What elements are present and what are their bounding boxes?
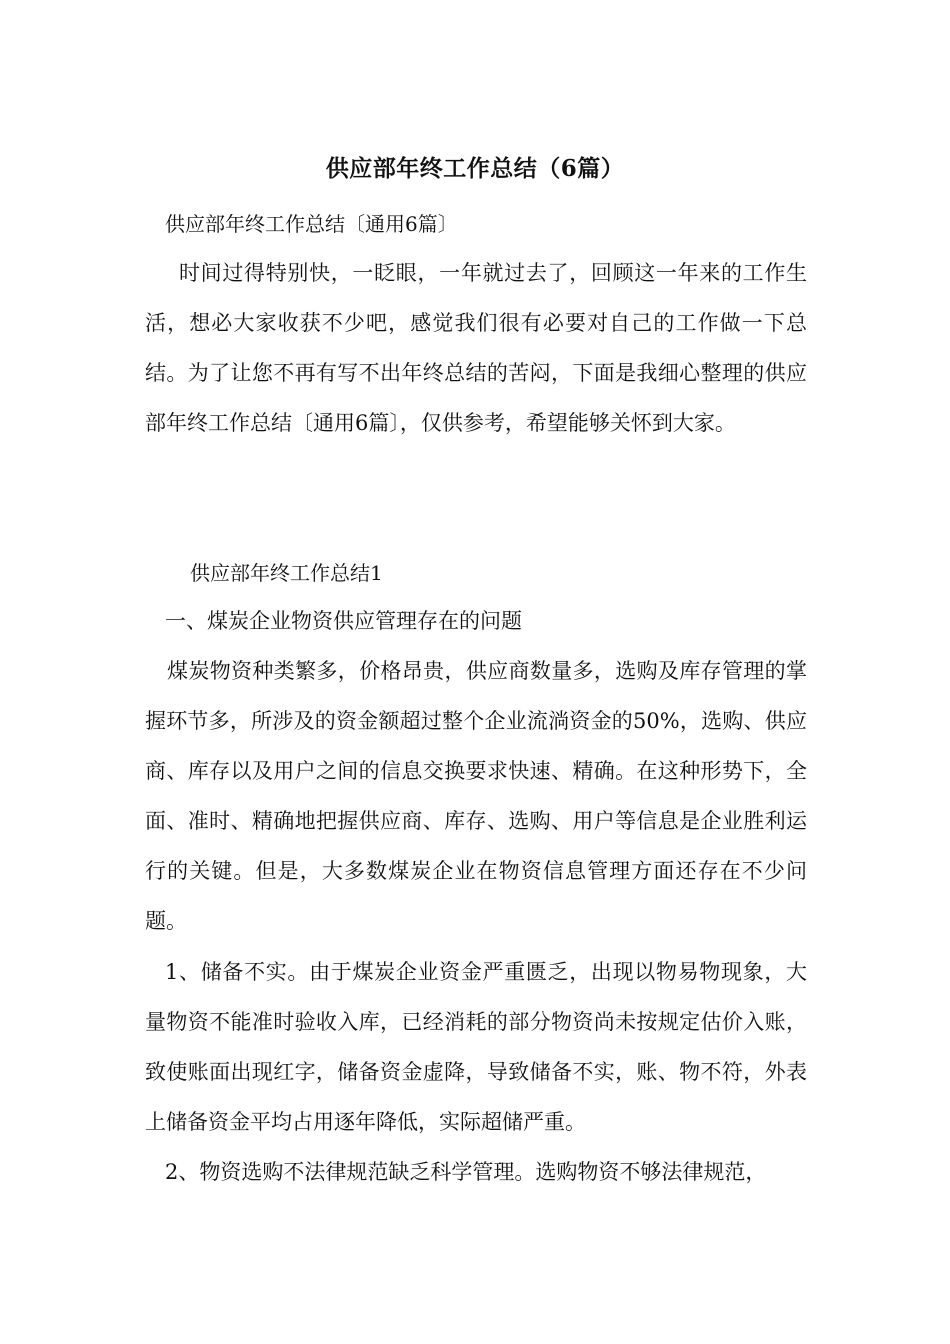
- section-title: 供应部年终工作总结1: [190, 561, 383, 585]
- section-heading: 一、煤炭企业物资供应管理存在的问题: [165, 609, 522, 633]
- document-subtitle: 供应部年终工作总结〔通用6篇〕: [165, 212, 458, 236]
- document-title: 供应部年终工作总结（6篇）: [325, 155, 625, 182]
- body-paragraph-2: 1、储备不实。由于煤炭企业资金严重匮乏，出现以物易物现象，大量物资不能准时验收入库，已经消耗的部分物资尚未按规定估价入账，致使账面出现红字，储备资金虚降，导致储备不实，账、物不符，外表上储备资金平均占用逐年降低，实际超储严重。: [145, 960, 807, 1134]
- intro-paragraph: 时间过得特别快，一眨眼，一年就过去了，回顾这一年来的工作生活，想必大家收获不少吧，感觉我们很有必要对自己的工作做一下总结。为了让您不再有写不出年终总结的苦闷，下面是我细心整理的供应部年终工作总结〔通用6篇〕，仅供参考，希望能够关怀到大家。: [145, 261, 807, 435]
- body-paragraph-3: 2、物资选购不法律规范缺乏科学管理。选购物资不够法律规范，: [165, 1160, 767, 1184]
- body-paragraph-1: 煤炭物资种类繁多，价格昂贵，供应商数量多，选购及库存管理的掌握环节多，所涉及的资金额超过整个企业流淌资金的50%，选购、供应商、库存以及用户之间的信息交换要求快速、精确。在这种形势下，全面、准时、精确地把握供应商、库存、选购、用户等信息是企业胜利运行的关键。但是，大多数煤炭企业在物资信息管理方面还存在不少问题。: [145, 659, 807, 933]
